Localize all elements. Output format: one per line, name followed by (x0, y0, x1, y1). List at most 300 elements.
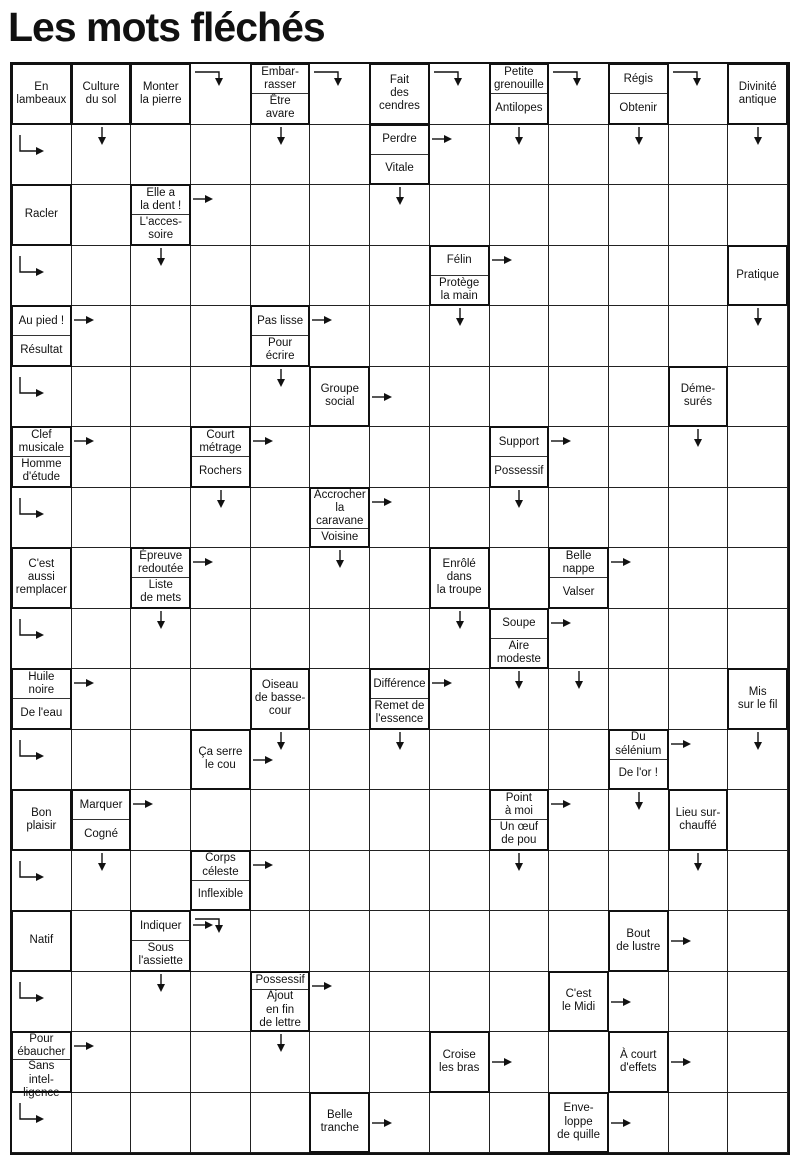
answer-cell[interactable] (728, 306, 788, 367)
answer-cell[interactable] (191, 246, 251, 307)
answer-cell[interactable] (72, 367, 132, 428)
answer-cell[interactable] (609, 488, 669, 549)
answer-cell[interactable] (669, 427, 729, 488)
clue-text: C'est aussi remplacer (15, 557, 67, 597)
answer-cell[interactable] (72, 911, 132, 972)
clue-cell (309, 1092, 370, 1154)
clue-text: Pratique (736, 268, 780, 281)
clue-cell (608, 729, 669, 791)
answer-cell[interactable] (251, 548, 311, 609)
clue-text: L'acces- soire (132, 214, 189, 243)
answer-cell[interactable] (131, 972, 191, 1033)
answer-cell[interactable] (131, 1093, 191, 1154)
clue-text: Félin (446, 254, 472, 267)
answer-cell[interactable] (490, 488, 550, 549)
clue-text: Belle nappe (562, 549, 595, 576)
answer-cell[interactable] (191, 548, 251, 609)
clue-text: Divinité antique (738, 80, 777, 106)
clue-text: Pour ébaucher (17, 1033, 66, 1059)
clue-cell (489, 608, 550, 670)
answer-cell[interactable] (251, 246, 311, 307)
answer-cell[interactable] (370, 1032, 430, 1093)
clue-text: Perdre (382, 133, 417, 146)
clue-text: Marquer (79, 798, 123, 811)
answer-cell[interactable] (310, 851, 370, 912)
answer-cell[interactable] (251, 1093, 311, 1154)
answer-cell[interactable] (251, 609, 311, 670)
answer-cell[interactable] (191, 367, 251, 428)
answer-cell[interactable] (549, 306, 609, 367)
clue-cell (250, 668, 311, 730)
answer-cell[interactable] (549, 730, 609, 791)
clue-text: Natif (29, 934, 54, 947)
answer-cell[interactable] (370, 609, 430, 670)
answer-cell[interactable] (310, 669, 370, 730)
answer-cell[interactable] (430, 730, 490, 791)
answer-cell[interactable] (430, 790, 490, 851)
answer-cell[interactable] (370, 367, 430, 428)
clue-text: Homme d'étude (13, 456, 70, 485)
answer-cell[interactable] (370, 790, 430, 851)
answer-cell[interactable] (728, 367, 788, 428)
answer-cell[interactable] (549, 669, 609, 730)
clue-text: Accrocher la caravane (313, 488, 366, 527)
answer-cell[interactable] (609, 790, 669, 851)
clue-text: Fait des cendres (379, 73, 420, 113)
answer-cell[interactable] (72, 1032, 132, 1093)
answer-cell[interactable] (549, 64, 609, 125)
answer-cell[interactable] (131, 488, 191, 549)
answer-cell[interactable] (669, 488, 729, 549)
answer-cell[interactable] (131, 246, 191, 307)
answer-cell[interactable] (430, 185, 490, 246)
clue-text: Pour écrire (252, 335, 309, 364)
answer-cell[interactable] (430, 427, 490, 488)
clue-cell (130, 910, 191, 972)
answer-cell[interactable] (728, 548, 788, 609)
answer-cell[interactable] (191, 306, 251, 367)
clue-text: Croise les bras (439, 1048, 480, 1074)
answer-cell[interactable] (430, 367, 490, 428)
answer-cell[interactable] (251, 911, 311, 972)
answer-cell[interactable] (490, 730, 550, 791)
clue-cell (190, 729, 251, 791)
answer-cell[interactable] (370, 488, 430, 549)
answer-cell[interactable] (728, 972, 788, 1033)
answer-cell[interactable] (669, 972, 729, 1033)
clue-cell (309, 366, 370, 428)
clue-cell (727, 245, 788, 307)
answer-cell[interactable] (549, 609, 609, 670)
clue-text: Enrôlé dans la troupe (436, 557, 482, 597)
answer-cell[interactable] (370, 306, 430, 367)
answer-cell[interactable] (72, 488, 132, 549)
answer-cell[interactable] (609, 246, 669, 307)
answer-cell[interactable] (191, 911, 251, 972)
clue-text: Sans intel- ligence (13, 1059, 70, 1100)
answer-cell[interactable] (430, 306, 490, 367)
clue-cell (11, 184, 72, 246)
answer-cell[interactable] (370, 427, 430, 488)
answer-cell[interactable] (490, 1032, 550, 1093)
answer-cell[interactable] (191, 609, 251, 670)
answer-cell[interactable] (728, 609, 788, 670)
clue-text: À court d'effets (620, 1048, 657, 1074)
clue-text: Remet de l'essence (371, 698, 428, 727)
answer-cell[interactable] (370, 548, 430, 609)
clue-cell (190, 850, 251, 912)
answer-cell[interactable] (251, 790, 311, 851)
answer-cell[interactable] (310, 1032, 370, 1093)
answer-cell[interactable] (549, 790, 609, 851)
answer-cell[interactable] (549, 246, 609, 307)
clue-text: Ajout en fin de lettre (252, 989, 309, 1030)
answer-cell[interactable] (72, 246, 132, 307)
clue-text: Liste de mets (132, 577, 189, 606)
answer-cell[interactable] (131, 367, 191, 428)
clue-cell (11, 63, 72, 125)
answer-cell[interactable] (310, 911, 370, 972)
answer-cell[interactable] (370, 911, 430, 972)
clue-cell (190, 426, 251, 488)
clue-cell (11, 1031, 72, 1099)
answer-cell[interactable] (191, 125, 251, 186)
clue-cell (489, 63, 550, 125)
answer-cell[interactable] (72, 185, 132, 246)
answer-cell[interactable] (251, 851, 311, 912)
answer-cell[interactable] (131, 790, 191, 851)
clue-text: Différence (373, 677, 426, 690)
page-title: Les mots fléchés (8, 4, 325, 50)
answer-cell[interactable] (310, 125, 370, 186)
answer-cell[interactable] (728, 790, 788, 851)
answer-cell[interactable] (669, 306, 729, 367)
answer-cell[interactable] (549, 427, 609, 488)
answer-cell[interactable] (370, 246, 430, 307)
answer-cell[interactable] (430, 488, 490, 549)
answer-cell[interactable] (310, 64, 370, 125)
clue-text: Huile noire (28, 670, 55, 697)
answer-cell[interactable] (191, 488, 251, 549)
answer-cell[interactable] (669, 548, 729, 609)
answer-cell[interactable] (609, 306, 669, 367)
clue-cell (11, 426, 72, 488)
answer-cell[interactable] (310, 790, 370, 851)
answer-cell[interactable] (131, 730, 191, 791)
clue-cell (11, 547, 72, 609)
answer-cell[interactable] (72, 851, 132, 912)
answer-cell[interactable] (728, 427, 788, 488)
clue-cell (369, 63, 430, 125)
answer-cell[interactable] (251, 185, 311, 246)
clue-text: Cogné (73, 819, 130, 848)
answer-cell[interactable] (72, 125, 132, 186)
answer-cell[interactable] (370, 185, 430, 246)
answer-cell[interactable] (131, 306, 191, 367)
answer-cell[interactable] (72, 669, 132, 730)
clue-text: Clef musicale (18, 428, 65, 455)
answer-cell[interactable] (310, 306, 370, 367)
clue-text: Épreuve redoutée (138, 549, 184, 576)
answer-cell[interactable] (609, 185, 669, 246)
clue-text: Rochers (192, 456, 249, 485)
clue-cell (130, 547, 191, 609)
clue-text: Protège la main (431, 275, 488, 304)
answer-cell[interactable] (549, 367, 609, 428)
answer-cell[interactable] (370, 972, 430, 1033)
answer-cell[interactable] (191, 1032, 251, 1093)
clue-text: Groupe social (320, 383, 359, 409)
clue-cell (71, 63, 132, 125)
clue-text: Valser (550, 577, 607, 606)
answer-cell[interactable] (72, 306, 132, 367)
answer-cell[interactable] (370, 851, 430, 912)
clue-cell (250, 305, 311, 367)
clue-cell (608, 910, 669, 972)
clue-cell (309, 487, 370, 549)
answer-cell[interactable] (12, 488, 72, 549)
answer-cell[interactable] (191, 972, 251, 1033)
crossword-grid (10, 62, 790, 1155)
clue-cell (71, 789, 132, 851)
clue-cell (11, 668, 72, 730)
clue-cell (429, 245, 490, 307)
clue-cell (130, 63, 191, 125)
clue-text: Au pied ! (18, 314, 65, 327)
clue-text: Monter la pierre (139, 80, 182, 106)
answer-cell[interactable] (549, 125, 609, 186)
clue-cell (250, 63, 311, 125)
answer-cell[interactable] (669, 911, 729, 972)
clue-text: Résultat (13, 335, 70, 364)
clue-text: Point à moi (504, 791, 533, 818)
answer-cell[interactable] (72, 730, 132, 791)
clue-cell (548, 971, 609, 1033)
answer-cell[interactable] (490, 1093, 550, 1154)
answer-cell[interactable] (430, 125, 490, 186)
answer-cell[interactable] (669, 246, 729, 307)
answer-cell[interactable] (12, 851, 72, 912)
clue-text: Bon plaisir (26, 806, 57, 832)
answer-cell[interactable] (728, 1093, 788, 1154)
clue-text: Voisine (311, 528, 368, 546)
answer-cell[interactable] (251, 1032, 311, 1093)
clue-cell (608, 63, 669, 125)
answer-cell[interactable] (131, 851, 191, 912)
answer-cell[interactable] (490, 306, 550, 367)
clue-text: Belle tranche (320, 1109, 359, 1135)
answer-cell[interactable] (12, 125, 72, 186)
answer-cell[interactable] (549, 851, 609, 912)
answer-cell[interactable] (490, 246, 550, 307)
clue-text: De l'eau (13, 698, 70, 727)
answer-cell[interactable] (728, 851, 788, 912)
answer-cell[interactable] (669, 64, 729, 125)
answer-cell[interactable] (131, 125, 191, 186)
answer-cell[interactable] (669, 1093, 729, 1154)
answer-cell[interactable] (609, 1093, 669, 1154)
answer-cell[interactable] (609, 548, 669, 609)
answer-cell[interactable] (12, 972, 72, 1033)
answer-cell[interactable] (191, 64, 251, 125)
clue-text: Elle a la dent ! (140, 186, 182, 213)
answer-cell[interactable] (490, 125, 550, 186)
clue-text: Sous l'assiette (132, 940, 189, 969)
clue-text: Inflexible (192, 880, 249, 909)
clue-text: Régis (623, 72, 653, 85)
answer-cell[interactable] (609, 972, 669, 1033)
answer-cell[interactable] (251, 367, 311, 428)
clue-text: Antilopes (491, 93, 548, 122)
answer-cell[interactable] (12, 367, 72, 428)
clue-text: Mis sur le fil (737, 685, 778, 711)
clue-text: Culture du sol (82, 80, 120, 106)
answer-cell[interactable] (131, 427, 191, 488)
clue-text: Ça serre le cou (198, 746, 243, 772)
answer-cell[interactable] (609, 427, 669, 488)
answer-cell[interactable] (669, 669, 729, 730)
answer-cell[interactable] (430, 1093, 490, 1154)
answer-cell[interactable] (490, 851, 550, 912)
answer-cell[interactable] (728, 185, 788, 246)
answer-cell[interactable] (609, 669, 669, 730)
answer-cell[interactable] (549, 911, 609, 972)
answer-cell[interactable] (549, 1032, 609, 1093)
answer-cell[interactable] (549, 488, 609, 549)
clue-text: Soupe (502, 617, 536, 630)
clue-text: Indiquer (139, 919, 182, 932)
answer-cell[interactable] (728, 911, 788, 972)
answer-cell[interactable] (430, 851, 490, 912)
answer-cell[interactable] (430, 64, 490, 125)
answer-cell[interactable] (609, 367, 669, 428)
answer-cell[interactable] (310, 730, 370, 791)
answer-cell[interactable] (609, 125, 669, 186)
clue-text: Oiseau de basse- cour (254, 678, 306, 718)
clue-cell (727, 668, 788, 730)
clue-cell (489, 426, 550, 488)
answer-cell[interactable] (310, 972, 370, 1033)
answer-cell[interactable] (728, 730, 788, 791)
answer-cell[interactable] (12, 609, 72, 670)
clue-cell (668, 789, 729, 851)
answer-cell[interactable] (191, 185, 251, 246)
clue-text: Obtenir (610, 93, 667, 122)
answer-cell[interactable] (72, 427, 132, 488)
clue-text: Petite grenouille (493, 65, 544, 92)
clue-cell (727, 63, 788, 125)
clue-text: Du sélénium (615, 731, 662, 757)
clue-cell (668, 366, 729, 428)
answer-cell[interactable] (669, 730, 729, 791)
answer-cell[interactable] (251, 730, 311, 791)
answer-cell[interactable] (430, 972, 490, 1033)
clue-text: Bout de lustre (616, 927, 661, 953)
clue-cell (548, 1092, 609, 1154)
answer-cell[interactable] (490, 548, 550, 609)
clue-text: Aire modeste (491, 638, 548, 667)
answer-cell[interactable] (310, 185, 370, 246)
clue-text: Vitale (371, 154, 428, 183)
answer-cell[interactable] (669, 1032, 729, 1093)
answer-cell[interactable] (728, 1032, 788, 1093)
clue-cell (130, 184, 191, 246)
answer-cell[interactable] (191, 790, 251, 851)
clue-cell (369, 668, 430, 730)
answer-cell[interactable] (12, 730, 72, 791)
answer-cell[interactable] (430, 911, 490, 972)
answer-cell[interactable] (72, 972, 132, 1033)
clue-text: Être avare (252, 93, 309, 122)
answer-cell[interactable] (310, 246, 370, 307)
clue-text: Lieu sur- chauffé (675, 806, 721, 832)
answer-cell[interactable] (12, 1093, 72, 1154)
clue-cell (11, 305, 72, 367)
clue-text: Déme- surés (680, 383, 716, 409)
clue-text: En lambeaux (16, 80, 67, 106)
clue-text: Support (498, 435, 540, 448)
answer-cell[interactable] (490, 911, 550, 972)
answer-cell[interactable] (191, 669, 251, 730)
answer-cell[interactable] (72, 609, 132, 670)
answer-cell[interactable] (669, 851, 729, 912)
answer-cell[interactable] (12, 246, 72, 307)
clue-cell (608, 1031, 669, 1093)
answer-cell[interactable] (490, 185, 550, 246)
answer-cell[interactable] (609, 609, 669, 670)
clue-cell (489, 789, 550, 851)
clue-text: Embar- rasser (261, 65, 299, 92)
answer-cell[interactable] (728, 125, 788, 186)
answer-cell[interactable] (490, 972, 550, 1033)
clue-cell (548, 547, 609, 609)
clue-text: Racler (24, 208, 58, 221)
clue-text: De l'or ! (610, 759, 667, 788)
answer-cell[interactable] (669, 609, 729, 670)
answer-cell[interactable] (310, 548, 370, 609)
answer-cell[interactable] (310, 427, 370, 488)
answer-cell[interactable] (131, 669, 191, 730)
answer-cell[interactable] (669, 185, 729, 246)
answer-cell[interactable] (430, 609, 490, 670)
answer-cell[interactable] (370, 1093, 430, 1154)
clue-cell (429, 547, 490, 609)
answer-cell[interactable] (72, 548, 132, 609)
answer-cell[interactable] (549, 185, 609, 246)
answer-cell[interactable] (669, 125, 729, 186)
answer-cell[interactable] (191, 1093, 251, 1154)
clue-cell (429, 1031, 490, 1093)
clue-text: Court métrage (199, 428, 242, 455)
answer-cell[interactable] (131, 1032, 191, 1093)
answer-cell[interactable] (430, 669, 490, 730)
answer-cell[interactable] (609, 851, 669, 912)
answer-cell[interactable] (251, 488, 311, 549)
answer-cell[interactable] (72, 1093, 132, 1154)
answer-cell[interactable] (251, 125, 311, 186)
answer-cell[interactable] (728, 488, 788, 549)
answer-cell[interactable] (310, 609, 370, 670)
answer-cell[interactable] (490, 367, 550, 428)
answer-cell[interactable] (490, 669, 550, 730)
clue-cell (11, 910, 72, 972)
clue-text: Possessif (491, 456, 548, 485)
answer-cell[interactable] (251, 427, 311, 488)
clue-text: Pas lisse (257, 314, 304, 327)
answer-cell[interactable] (370, 730, 430, 791)
answer-cell[interactable] (131, 609, 191, 670)
clue-text: Possessif (255, 974, 305, 987)
